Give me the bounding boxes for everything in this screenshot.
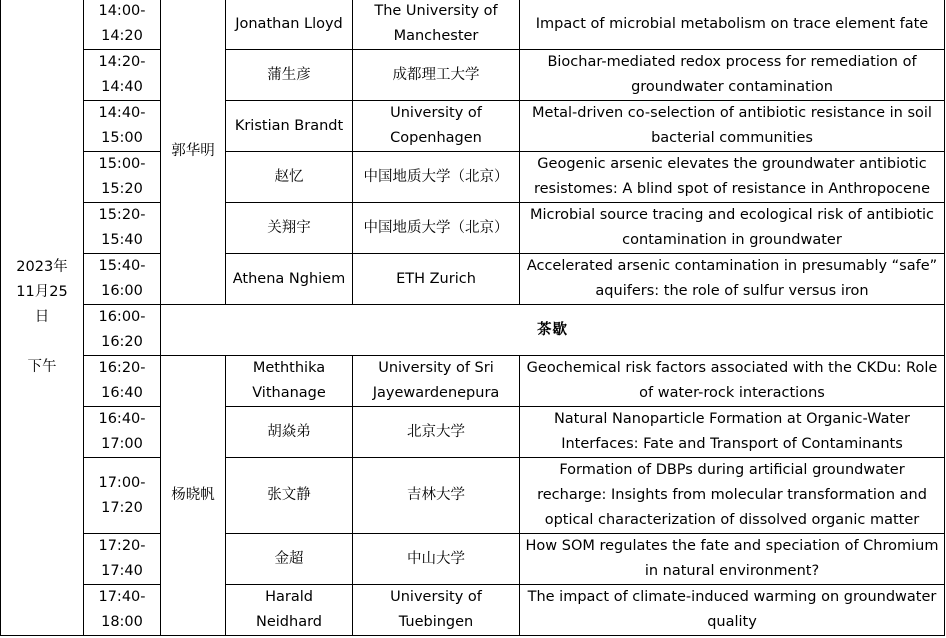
talk-title-cell: The impact of climate-induced warming on groundwater quality xyxy=(520,585,945,636)
date-period: 下午 xyxy=(27,358,57,375)
table-row xyxy=(1,254,945,305)
affiliation-cell: University of Tuebingen xyxy=(353,585,520,636)
speaker-cell: Jonathan Lloyd xyxy=(226,0,353,50)
date-cell xyxy=(1,0,84,636)
table-row xyxy=(1,407,945,458)
speaker-cell: 金超 xyxy=(226,534,353,585)
talk-title-cell: Impact of microbial metabolism on trace element fate xyxy=(520,0,945,50)
affiliation-cell: ETH Zurich xyxy=(353,254,520,305)
affiliation-cell: University of Copenhagen xyxy=(353,101,520,152)
table-row xyxy=(1,203,945,254)
speaker-cell: Harald Neidhard xyxy=(226,585,353,636)
talk-title-cell: Biochar-mediated redox process for remediation of groundwater contamination xyxy=(520,50,945,101)
time-cell: 14:00- 14:20 xyxy=(84,0,161,50)
chair-cell: 郭华明 xyxy=(161,0,226,305)
affiliation-cell: 吉林大学 xyxy=(353,458,520,534)
tea-break-label: 茶歇 xyxy=(161,305,945,356)
affiliation-cell: The University of Manchester xyxy=(353,0,520,50)
time-cell: 17:40- 18:00 xyxy=(84,585,161,636)
speaker-cell: Meththika Vithanage xyxy=(226,356,353,407)
affiliation-cell: 中国地质大学（北京） xyxy=(353,203,520,254)
time-cell: 16:20- 16:40 xyxy=(84,356,161,407)
speaker-cell: 张文静 xyxy=(226,458,353,534)
speaker-cell: 关翔宇 xyxy=(226,203,353,254)
speaker-cell: Kristian Brandt xyxy=(226,101,353,152)
time-cell: 16:40- 17:00 xyxy=(84,407,161,458)
affiliation-cell: 成都理工大学 xyxy=(353,50,520,101)
table-row xyxy=(1,534,945,585)
time-cell: 15:40- 16:00 xyxy=(84,254,161,305)
break-row xyxy=(1,305,945,356)
talk-title-cell: Geogenic arsenic elevates the groundwater antibiotic resistomes: A blind spot of resistance in Anthropocene xyxy=(520,152,945,203)
table-row xyxy=(1,0,945,50)
time-cell: 15:00- 15:20 xyxy=(84,152,161,203)
affiliation-cell: 中国地质大学（北京） xyxy=(353,152,520,203)
time-cell: 16:00- 16:20 xyxy=(84,305,161,356)
time-cell: 17:20- 17:40 xyxy=(84,534,161,585)
date-month-day: 11月25 xyxy=(16,283,68,300)
time-cell: 17:00- 17:20 xyxy=(84,458,161,534)
table-row xyxy=(1,101,945,152)
table-row xyxy=(1,50,945,101)
time-cell: 14:40- 15:00 xyxy=(84,101,161,152)
speaker-cell: 胡焱弟 xyxy=(226,407,353,458)
table-row xyxy=(1,356,945,407)
talk-title-cell: How SOM regulates the fate and speciation of Chromium in natural environment? xyxy=(520,534,945,585)
table-row xyxy=(1,458,945,534)
table-row xyxy=(1,585,945,636)
talk-title-cell: Formation of DBPs during artificial groundwater recharge: Insights from molecular transformation and optical characterization of dissolved organic matter xyxy=(520,458,945,534)
affiliation-cell: 北京大学 xyxy=(353,407,520,458)
time-cell: 14:20- 14:40 xyxy=(84,50,161,101)
chair-cell: 杨晓帆 xyxy=(161,356,226,636)
table-row xyxy=(1,152,945,203)
date-day-suffix: 日 xyxy=(34,308,50,325)
speaker-cell: 赵忆 xyxy=(226,152,353,203)
talk-title-cell: Metal-driven co-selection of antibiotic resistance in soil bacterial communities xyxy=(520,101,945,152)
affiliation-cell: University of Sri Jayewardenepura xyxy=(353,356,520,407)
speaker-cell: Athena Nghiem xyxy=(226,254,353,305)
speaker-cell: 蒲生彦 xyxy=(226,50,353,101)
affiliation-cell: 中山大学 xyxy=(353,534,520,585)
talk-title-cell: Accelerated arsenic contamination in presumably “safe” aquifers: the role of sulfur versus iron xyxy=(520,254,945,305)
talk-title-cell: Microbial source tracing and ecological risk of antibiotic contamination in groundwater xyxy=(520,203,945,254)
time-cell: 15:20- 15:40 xyxy=(84,203,161,254)
talk-title-cell: Geochemical risk factors associated with the CKDu: Role of water-rock interactions xyxy=(520,356,945,407)
date-year: 2023年 xyxy=(16,258,68,275)
talk-title-cell: Natural Nanoparticle Formation at Organic-Water Interfaces: Fate and Transport of Contaminants xyxy=(520,407,945,458)
